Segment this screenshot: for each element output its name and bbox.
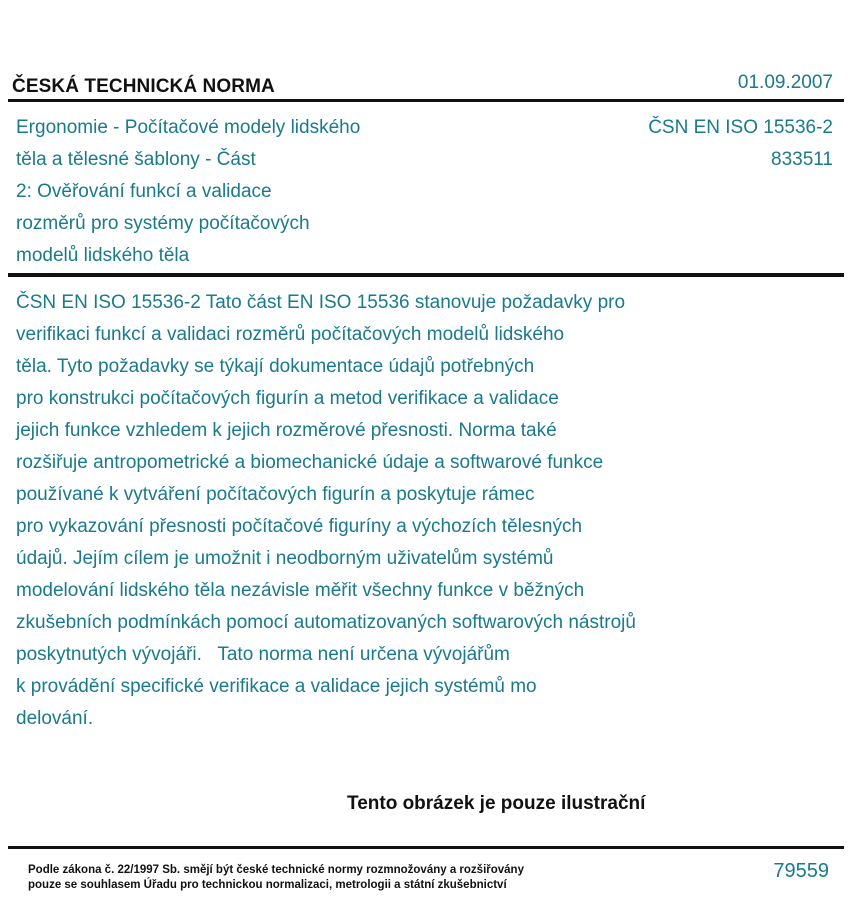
abstract-line: rozšiřuje antropometrické a biomechanické údaje a softwarové funkce <box>16 452 604 473</box>
abstract-line: poskytnutých vývojáři. Tato norma není určena vývojářům <box>16 644 510 665</box>
legal-notice <box>28 863 524 893</box>
abstract-line: ČSN EN ISO 15536-2 Tato část EN ISO 15536 stanovuje požadavky pro <box>16 292 626 313</box>
standard-code: ČSN EN ISO 15536-2 <box>648 117 833 138</box>
abstract-text <box>16 287 736 735</box>
abstract-line: těla. Tyto požadavky se týkají dokumentace údajů potřebných <box>16 356 535 377</box>
title-line: modelů lidského těla <box>16 245 190 266</box>
abstract-line: jejich funkce vzhledem k jejich rozměrové přesnosti. Norma také <box>16 420 557 441</box>
title-line: Ergonomie - Počítačové modely lidského <box>16 117 361 138</box>
abstract-line: modelování lidského těla nezávisle měřit všechny funkce v běžných <box>16 580 585 601</box>
legal-notice-line: pouze se souhlasem Úřadu pro technickou normalizaci, metrologii a státní zkušebnictví <box>28 879 507 891</box>
legal-notice-line: Podle zákona č. 22/1997 Sb. smějí být české technické normy rozmnožovány a rozšiřovány <box>28 864 524 876</box>
abstract-line: pro vykazování přesnosti počítačové figuríny a výchozích tělesných <box>16 516 583 537</box>
abstract-line: používané k vytváření počítačových figurín a poskytuje rámec <box>16 484 535 505</box>
illustration-note: Tento obrázek je pouze ilustrační <box>347 793 646 814</box>
catalog-number: 79559 <box>773 860 829 882</box>
title-rule <box>8 273 844 277</box>
abstract-line: k provádění specifické verifikace a validace jejich systémů mo <box>16 676 537 697</box>
title-line: rozměrů pro systémy počítačových <box>16 213 310 234</box>
abstract-line: pro konstrukci počítačových figurín a metod verifikace a validace <box>16 388 559 409</box>
header-rule <box>8 99 844 102</box>
abstract-line: údajů. Jejím cílem je umožnit i neodborným uživatelům systémů <box>16 548 554 569</box>
title-line: 2: Ověřování funkcí a validace <box>16 181 272 202</box>
publication-date: 01.09.2007 <box>737 72 833 93</box>
abstract-line: verifikaci funkcí a validaci rozměrů počítačových modelů lidského <box>16 324 565 345</box>
title-line: těla a tělesné šablony - Část <box>16 149 256 170</box>
norm-header-title: ČESKÁ TECHNICKÁ NORMA <box>12 76 275 97</box>
abstract-line: zkušebních podmínkách pomocí automatizovaných softwarových nástrojů <box>16 612 636 633</box>
class-number: 833511 <box>771 149 833 170</box>
footer-rule <box>8 846 844 849</box>
abstract-line: delování. <box>16 708 94 729</box>
